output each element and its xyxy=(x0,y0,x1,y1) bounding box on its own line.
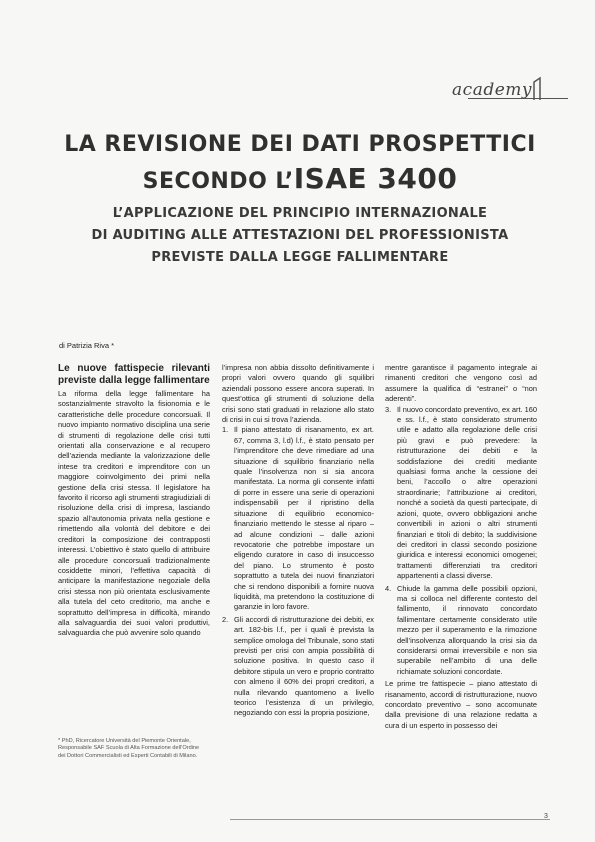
author-byline: di Patrizia Riva * xyxy=(59,341,115,350)
logo-wordmark: academy xyxy=(452,80,532,100)
list-item xyxy=(385,405,537,582)
paragraph: Le prime tre fattispecie – piano attestato di risanamento, accordi di ristrutturazione, nuovo concordato preventivo – sono accomunate dalla previsione di una relazione redatta a cura di un esperto in possesso dei xyxy=(385,679,537,730)
list-item xyxy=(222,615,374,719)
list-item xyxy=(222,425,374,612)
instrument-list xyxy=(222,425,374,718)
article-header xyxy=(40,128,560,269)
list-number: 2. xyxy=(222,614,229,624)
article-title-line-2 xyxy=(40,162,560,199)
list-item-text: Chiude la gamma delle possibili opzioni, ma si colloca nel differente contesto del fallimento, il rinnovato concordato fallimentare certamente considerato utile mezzo per il superamento e la rimozione dell’insolvenza allorquando la crisi sia da considerarsi ormai irreversibile e non sia superabile nell’ambito di una delle richiamate soluzioni concordate. xyxy=(397,583,537,676)
instrument-list xyxy=(385,405,537,678)
article-subtitle-line-3: PREVISTE DALLA LEGGE FALLIMENTARE xyxy=(151,250,449,265)
paragraph: l’impresa non abbia dissolto definitivamente i propri valori ovvero quando gli squilibri aziendali possono essere ancora superati. In quest’ottica gli strumenti di soluzione della crisi sono stati graduati in relazione allo stato di crisi in cui si trova l’azienda. xyxy=(222,363,374,425)
list-item-text: Il nuovo concordato preventivo, ex art. 160 e ss. l.f., è stato considerato strumento utile e adatto alla regolazione delle crisi più gravi e può prevedere: la ristrutturazione dei debiti e la soddisfazione dei crediti mediante qualsiasi forma anche la cessione dei beni, l’accollo o altre operazioni straordinarie; l’attribuzione ai creditori, nonché a società da questi partecipate, di azioni, quote, ovvero obbligazioni anche convertibili in azioni o altri strumenti finanziari e titoli di debito; la suddivisione dei creditori in classi secondo posizione giuridica e interessi economici omogenei; trattamenti differenziati tra creditori appartenenti a classi diverse. xyxy=(397,404,537,581)
paragraph: La riforma della legge fallimentare ha sostanzialmente stravolto la fisionomia e le caratteristiche delle procedure concorsuali. Il nuovo impianto normativo disciplina una serie di strumenti di regolazione delle crisi tutti orientati alla conservazione e al recupero dell’azienda mediante la valorizzazione delle intese tra creditori e imprenditore con un maggiore coinvolgimento dei primi nella gestione della crisi stessa. Il legislatore ha favorito il ricorso agli strumenti stragiudiziali di risoluzione della crisi di impresa, lasciando spazio all’autonomia privata nella gestione e rimettendo alla volontà del debitore e dei creditori la composizione dei contrapposti interessi. L’obiettivo è stato quello di attribuire alle procedure concorsuali tradizionalmente cosiddette minori, l’effettiva capacità di anticipare la manifestazione negoziale della crisi stessa non più orientata esclusivamente alla tutela del ceto creditorio, ma anche e soprattutto dell’impresa in difficoltà, mirando alla salvaguardia dei suoi valori produttivi, salvaguardia che può avvenire solo quando xyxy=(58,389,210,638)
column-1 xyxy=(58,363,210,639)
list-item-text: Gli accordi di ristrutturazione dei debiti, ex art. 182-bis l.f., per i quali è prevista la semplice omologa del Tribunale, sono stati previsti per crisi con ampia possibilità di soluzione positiva. In questo caso il debitore stipula un vero e proprio contratto con almeno il 60% dei propri creditori, a nulla rilevando quantomeno a livello teorico l’esistenza di un privilegio, negoziando con essi la propria posizione, xyxy=(234,614,374,718)
list-item xyxy=(385,584,537,678)
academy-logo xyxy=(440,76,550,108)
list-number: 1. xyxy=(222,425,229,435)
list-number: 3. xyxy=(385,404,392,414)
footer-rule xyxy=(230,819,550,820)
list-number: 4. xyxy=(385,583,392,593)
page-number: 3 xyxy=(544,813,548,820)
logo-mark-icon xyxy=(532,76,542,102)
author-footnote: * PhD, Ricercatore Università del Piemonte Orientale, Responsabile SAF Scuola di Alta Formazione dell’Ordine dei Dottori Commercialisti ed Esperti Contabili di Milano. xyxy=(58,738,200,759)
column-3 xyxy=(385,363,537,731)
article-title-line-1: LA REVISIONE DEI DATI PROSPETTICI xyxy=(64,132,536,157)
column-2 xyxy=(222,363,374,721)
paragraph: mentre garantisce il pagamento integrale ai rimanenti creditori che vengono così ad assumere la qualifica di “estranei” o “non aderenti”. xyxy=(385,363,537,404)
article-subtitle-line-2: DI AUDITING ALLE ATTESTAZIONI DEL PROFESSIONISTA xyxy=(91,228,509,243)
article-subtitle-line-1: L’APPLICAZIONE DEL PRINCIPIO INTERNAZIONALE xyxy=(112,206,488,221)
list-item-text: Il piano attestato di risanamento, ex art. 67, comma 3, l.d) l.f., è stato pensato per l’imprenditore che deve rimediare ad una situazione di squilibrio finanziario nella quale l’insolvenza non si sia ancora manifestata. La norma gli consente infatti di porre in essere una serie di operazioni indispensabili per il ripristino della situazione di equilibrio economico-finanziario mettendo le stesse al riparo – ad alcune condizioni – dalle azioni revocatorie che potrebbe impostare un eligendo curatore in caso di insuccesso del piano. Lo strumento è posto soprattutto a tutela dei nuovi finanziatori che si rendono disponibili a fornire nuova liquidità, ma pretendono la costituzione di garanzie in loro favore. xyxy=(234,425,374,612)
title-standard: ISAE 3400 xyxy=(293,162,458,195)
section-heading: Le nuove fattispecie rilevanti previste dalla legge fallimentare xyxy=(58,363,210,386)
title-prefix: SECONDO L’ xyxy=(142,169,294,194)
